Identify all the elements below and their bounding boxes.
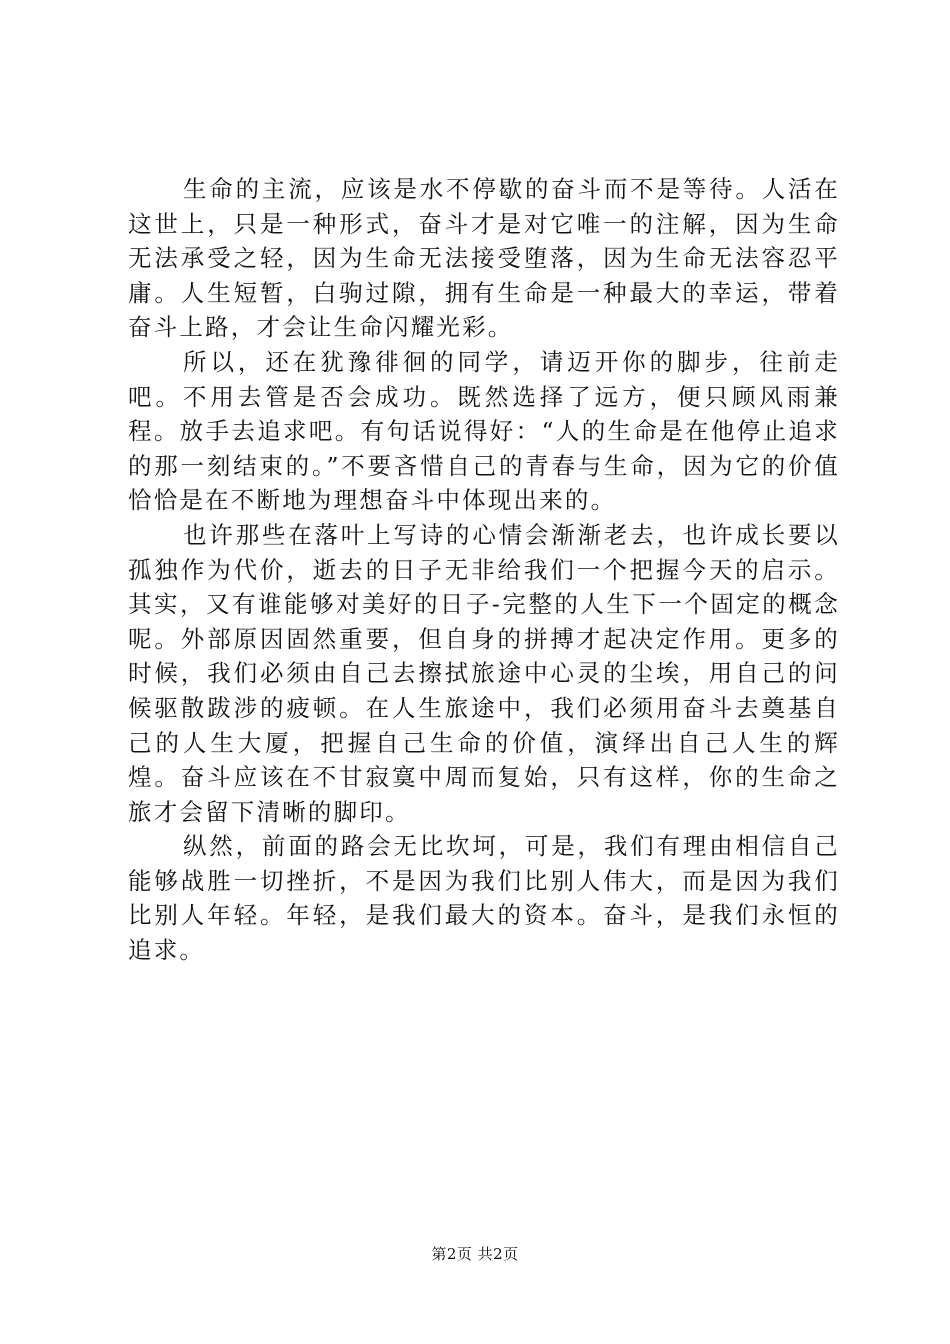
paragraph-4: 纵然，前面的路会无比坎坷，可是，我们有理由相信自己能够战胜一切挫折，不是因为我们比别人伟大，而是因为我们比别人年轻。年轻，是我们最大的资本。奋斗，是我们永恒的追求。 bbox=[128, 832, 840, 965]
paragraph-1: 生命的主流，应该是水不停歇的奋斗而不是等待。人活在这世上，只是一种形式，奋斗才是对它唯一的注解，因为生命无法承受之轻，因为生命无法接受堕落，因为生命无法容忍平庸。人生短暂，白驹过隙，拥有生命是一种最大的幸运，带着奋斗上路，才会让生命闪耀光彩。 bbox=[128, 175, 840, 342]
paragraph-2: 所以，还在犹豫徘徊的同学，请迈开你的脚步，往前走吧。不用去管是否会成功。既然选择了远方，便只顾风雨兼程。放手去追求吧。有句话说得好：“人的生命是在他停止追求的那一刻结束的。”不要吝惜自己的青春与生命，因为它的价值恰恰是在不断地为理想奋斗中体现出来的。 bbox=[128, 347, 840, 515]
paragraph-3: 也许那些在落叶上写诗的心情会渐渐老去，也许成长要以孤独作为代价，逝去的日子无非给我们一个把握今天的启示。其实，又有谁能够对美好的日子-完整的人生下一个固定的概念呢。外部原因固然重要，但自身的拼搏才起决定作用。更多的时候，我们必须由自己去擦拭旅途中心灵的尘埃，用自己的问候驱散跋涉的疲顿。在人生旅途中，我们必须用奋斗去奠基自己的人生大厦，把握自己生命的价值，演绎出自己人生的辉煌。奋斗应该在不甘寂寞中周而复始，只有这样，你的生命之旅才会留下清晰的脚印。 bbox=[128, 520, 840, 826]
page-number-footer: 第2页 共2页 bbox=[431, 1245, 519, 1263]
document-body bbox=[128, 172, 840, 968]
